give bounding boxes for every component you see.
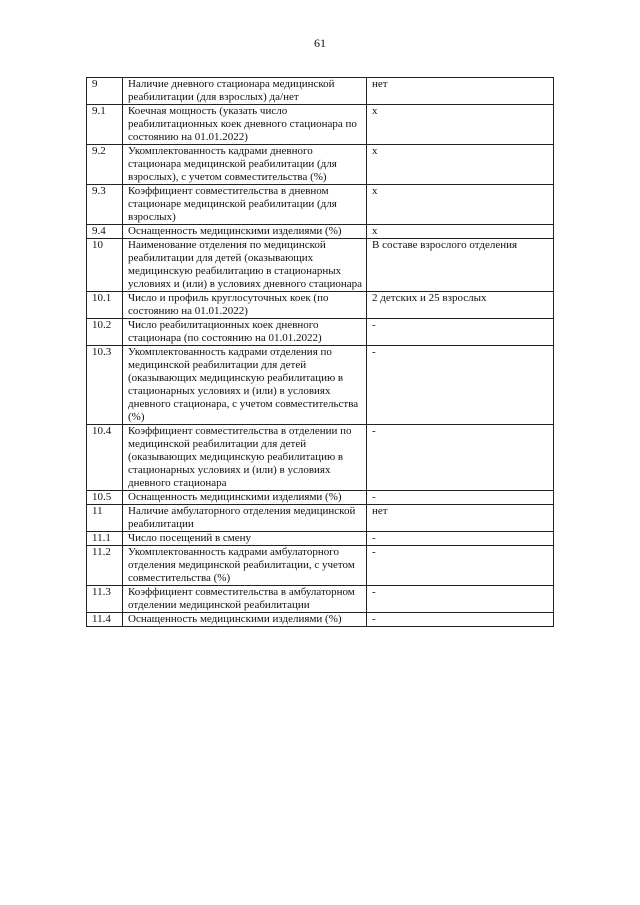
row-label: Коэффициент совместительства в отделении по медицинской реабилитации для детей (оказывающих медицинскую реабилитацию в стационарных условиях и (или) в условиях дневного стационара: [123, 425, 367, 491]
row-number: 10.4: [87, 425, 123, 491]
row-number: 11.1: [87, 532, 123, 546]
row-number: 10.2: [87, 319, 123, 346]
table-row: [87, 532, 554, 546]
row-number: 9.4: [87, 225, 123, 239]
row-label: Коечная мощность (указать число реабилитационных коек дневного стационара по состоянию на 01.01.2022): [123, 105, 367, 145]
row-number: 9.1: [87, 105, 123, 145]
table-row: [87, 586, 554, 613]
row-value: -: [367, 491, 554, 505]
row-label: Наличие дневного стационара медицинской реабилитации (для взрослых) да/нет: [123, 78, 367, 105]
row-number: 9.3: [87, 185, 123, 225]
row-number: 10: [87, 239, 123, 292]
row-label: Наименование отделения по медицинской реабилитации для детей (оказывающих медицинскую реабилитацию в стационарных условиях и (или) в условиях дневного стационара: [123, 239, 367, 292]
row-number: 10.5: [87, 491, 123, 505]
row-number: 11.2: [87, 546, 123, 586]
row-value: 2 детских и 25 взрослых: [367, 292, 554, 319]
row-value: нет: [367, 505, 554, 532]
row-label: Оснащенность медицинскими изделиями (%): [123, 225, 367, 239]
row-number: 11: [87, 505, 123, 532]
row-value: -: [367, 346, 554, 425]
table-row: [87, 105, 554, 145]
row-label: Оснащенность медицинскими изделиями (%): [123, 613, 367, 627]
row-number: 10.3: [87, 346, 123, 425]
row-label: Число посещений в смену: [123, 532, 367, 546]
row-value: х: [367, 185, 554, 225]
row-value: нет: [367, 78, 554, 105]
row-value: -: [367, 532, 554, 546]
table-body: [87, 78, 554, 627]
row-label: Укомплектованность кадрами дневного стационара медицинской реабилитации (для взрослых), с учетом совместительства (%): [123, 145, 367, 185]
row-label: Число и профиль круглосуточных коек (по состоянию на 01.01.2022): [123, 292, 367, 319]
row-value: х: [367, 145, 554, 185]
table-row: [87, 145, 554, 185]
table-row: [87, 292, 554, 319]
row-label: Укомплектованность кадрами амбулаторного отделения медицинской реабилитации, с учетом совместительства (%): [123, 546, 367, 586]
row-label: Коэффициент совместительства в дневном стационаре медицинской реабилитации (для взрослых): [123, 185, 367, 225]
page-number: 61: [314, 36, 326, 50]
row-label: Число реабилитационных коек дневного стационара (по состоянию на 01.01.2022): [123, 319, 367, 346]
table-row: [87, 491, 554, 505]
data-table: [86, 77, 554, 627]
table-row: [87, 346, 554, 425]
row-value: -: [367, 425, 554, 491]
row-label: Коэффициент совместительства в амбулаторном отделении медицинской реабилитации: [123, 586, 367, 613]
row-value: х: [367, 225, 554, 239]
table-row: [87, 505, 554, 532]
row-label: Наличие амбулаторного отделения медицинской реабилитации: [123, 505, 367, 532]
table-row: [87, 239, 554, 292]
row-label: Укомплектованность кадрами отделения по медицинской реабилитации для детей (оказывающих медицинскую реабилитацию в стационарных условиях и (или) в условиях дневного стационара, с учетом совместительства (%): [123, 346, 367, 425]
row-number: 9: [87, 78, 123, 105]
table-row: [87, 425, 554, 491]
table-row: [87, 319, 554, 346]
table-row: [87, 225, 554, 239]
table-row: [87, 78, 554, 105]
row-value: -: [367, 613, 554, 627]
row-value: В составе взрослого отделения: [367, 239, 554, 292]
table-row: [87, 546, 554, 586]
row-label: Оснащенность медицинскими изделиями (%): [123, 491, 367, 505]
table-row: [87, 613, 554, 627]
row-value: -: [367, 546, 554, 586]
row-number: 11.4: [87, 613, 123, 627]
row-value: х: [367, 105, 554, 145]
table-row: [87, 185, 554, 225]
row-value: -: [367, 319, 554, 346]
row-value: -: [367, 586, 554, 613]
row-number: 10.1: [87, 292, 123, 319]
row-number: 11.3: [87, 586, 123, 613]
row-number: 9.2: [87, 145, 123, 185]
